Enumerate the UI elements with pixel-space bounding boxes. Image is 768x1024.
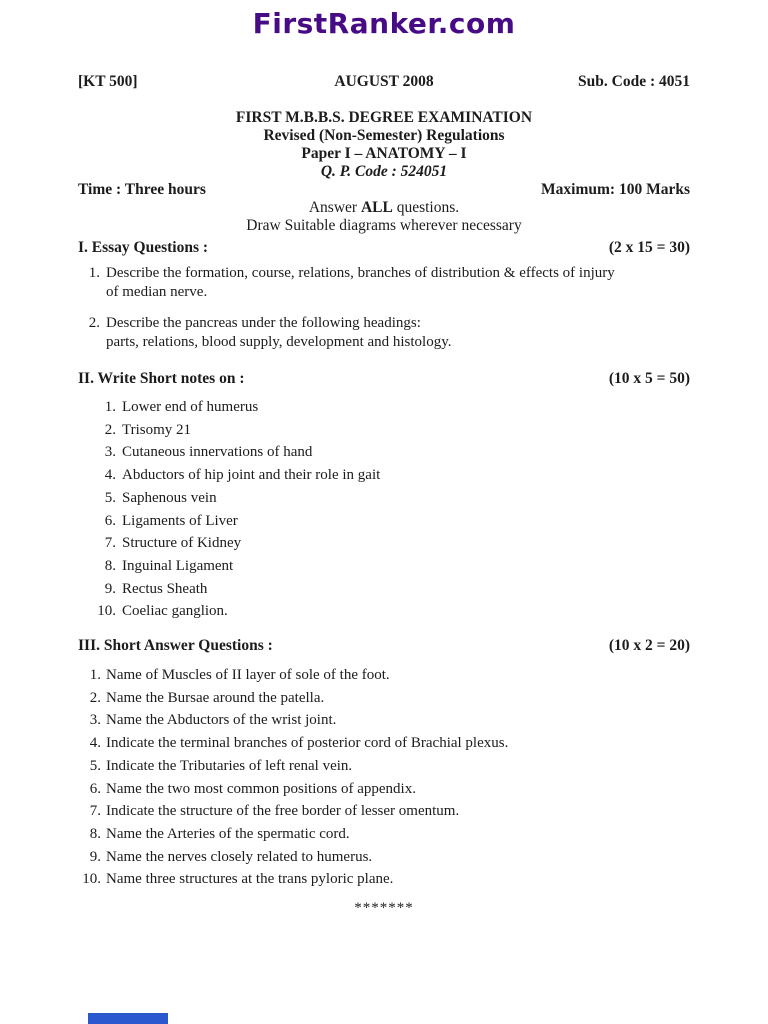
section-short-notes-list	[78, 396, 690, 623]
question-line: Describe the pancreas under the following headings:	[106, 315, 421, 331]
answer-suffix: questions.	[392, 199, 460, 216]
question-line: of median nerve.	[106, 284, 208, 300]
question-text	[106, 823, 350, 846]
section-marks: (10 x 5 = 50)	[608, 370, 690, 387]
kt-code: [KT 500]	[78, 73, 138, 90]
question-line: Name the Arteries of the spermatic cord.	[106, 825, 350, 842]
question-line: Name the nerves closely related to humerus.	[106, 848, 373, 865]
question-row	[78, 755, 690, 778]
question-text	[122, 578, 207, 601]
question-number: 10.	[97, 603, 116, 620]
answer-all-word: ALL	[360, 199, 393, 216]
exam-title-block	[78, 109, 690, 181]
question-line: Indicate the terminal branches of posterior cord of Brachial plexus.	[106, 735, 509, 752]
section-short-answer-header	[78, 637, 690, 655]
question-line: parts, relations, blood supply, development and histology.	[106, 334, 452, 350]
question-row	[78, 532, 690, 555]
end-of-paper-separator: *******	[354, 900, 414, 917]
question-number: 5.	[89, 757, 101, 774]
question-row	[78, 778, 690, 801]
question-number: 7.	[104, 535, 116, 552]
section-essay	[78, 239, 690, 352]
section-marks: (10 x 2 = 20)	[608, 637, 690, 655]
maximum-marks: Maximum: 100 Marks	[541, 181, 690, 198]
diagram-instruction: Draw Suitable diagrams wherever necessary	[246, 216, 522, 234]
section-title: III. Short Answer Questions :	[78, 637, 273, 655]
question-number: 8.	[104, 557, 116, 574]
question-row	[78, 555, 690, 578]
next-page-edge-artifact	[88, 1013, 168, 1024]
question-text	[106, 314, 452, 352]
question-number: 3.	[104, 444, 116, 461]
question-text	[106, 264, 615, 302]
paper-title: Paper I – ANATOMY – I	[301, 145, 467, 162]
qp-code: Q. P. Code : 524051	[320, 163, 448, 180]
section-short-answer	[78, 637, 690, 891]
question-number: 9.	[89, 848, 101, 865]
section-marks: (2 x 15 = 30)	[608, 239, 690, 256]
question-row	[78, 464, 690, 487]
question-line: Cutaneous innervations of hand	[122, 444, 313, 461]
exam-session: AUGUST 2008	[334, 73, 434, 90]
time-marks-row	[78, 181, 690, 199]
section-essay-header	[78, 239, 690, 257]
question-number: 6.	[104, 512, 116, 529]
question-line: Rectus Sheath	[122, 580, 208, 597]
exam-regulations: Revised (Non-Semester) Regulations	[263, 127, 505, 144]
question-line: Name the two most common positions of appendix.	[106, 780, 416, 797]
question-row	[78, 600, 690, 623]
question-row	[78, 709, 690, 732]
question-number: 2.	[89, 689, 101, 706]
question-row	[78, 419, 690, 442]
firstranker-logo[interactable]: FirstRanker.com	[252, 7, 516, 40]
question-number: 1.	[89, 667, 101, 684]
question-line: Indicate the structure of the free border of lesser omentum.	[106, 803, 460, 820]
question-row	[78, 264, 690, 302]
question-number: 5.	[104, 489, 116, 506]
question-line: Lower end of humerus	[122, 399, 259, 415]
question-text	[122, 532, 241, 555]
question-text	[106, 868, 393, 891]
question-row	[78, 487, 690, 510]
question-line: Abductors of hip joint and their role in gait	[122, 467, 381, 484]
section-short-answer-list	[78, 664, 690, 891]
question-text	[122, 555, 233, 578]
question-text	[106, 709, 336, 732]
question-text	[106, 664, 390, 687]
question-row	[78, 314, 690, 352]
question-text	[106, 732, 508, 755]
answer-prefix: Answer	[308, 199, 361, 216]
question-number: 10.	[82, 871, 101, 888]
question-text	[106, 755, 352, 778]
question-number: 1.	[88, 265, 100, 281]
question-line: Saphenous vein	[122, 489, 217, 506]
answer-all-line	[78, 199, 690, 217]
question-number: 3.	[89, 712, 101, 729]
subject-code: Sub. Code : 4051	[578, 73, 690, 90]
question-line: Name the Abductors of the wrist joint.	[106, 712, 337, 729]
question-line: Indicate the Tributaries of left renal vein.	[106, 757, 353, 774]
question-row	[78, 664, 690, 687]
question-number: 2.	[88, 315, 100, 331]
question-row	[78, 441, 690, 464]
question-number: 2.	[104, 421, 116, 438]
question-text	[122, 600, 228, 623]
question-number: 1.	[104, 399, 116, 415]
question-row	[78, 823, 690, 846]
section-short-notes-header	[78, 370, 690, 388]
question-number: 6.	[89, 780, 101, 797]
question-row	[78, 732, 690, 755]
question-row	[78, 578, 690, 601]
question-line: Describe the formation, course, relations, branches of distribution & effects of injury	[106, 265, 615, 281]
question-text	[122, 419, 191, 442]
question-number: 4.	[89, 735, 101, 752]
time-allowed: Time : Three hours	[78, 181, 206, 198]
question-text	[122, 441, 312, 464]
question-line: Coeliac ganglion.	[122, 603, 228, 620]
question-line: Name the Bursae around the patella.	[106, 689, 325, 706]
question-line: Name of Muscles of II layer of sole of the foot.	[106, 667, 390, 684]
section-title: II. Write Short notes on :	[78, 370, 245, 387]
question-line: Inguinal Ligament	[122, 557, 234, 574]
question-text	[106, 687, 324, 710]
question-number: 9.	[104, 580, 116, 597]
question-text	[122, 464, 380, 487]
question-row	[78, 510, 690, 533]
question-number: 7.	[89, 803, 101, 820]
question-text	[106, 778, 416, 801]
question-row	[78, 687, 690, 710]
question-text	[122, 396, 258, 419]
question-number: 8.	[89, 825, 101, 842]
question-text	[122, 510, 238, 533]
question-line: Trisomy 21	[122, 421, 192, 438]
section-short-notes	[78, 370, 690, 623]
exam-title: FIRST M.B.B.S. DEGREE EXAMINATION	[235, 109, 533, 126]
question-row	[78, 800, 690, 823]
question-line: Structure of Kidney	[122, 535, 242, 552]
question-line: Ligaments of Liver	[122, 512, 238, 529]
question-line: Name three structures at the trans pyloric plane.	[106, 871, 394, 888]
question-sections	[78, 239, 690, 891]
question-row	[78, 868, 690, 891]
question-number: 4.	[104, 467, 116, 484]
question-text	[106, 800, 459, 823]
question-row	[78, 846, 690, 869]
paper-meta-row	[78, 73, 690, 90]
question-row	[78, 396, 690, 419]
question-text	[106, 846, 372, 869]
section-essay-list	[78, 264, 690, 352]
question-text	[122, 487, 217, 510]
section-title: I. Essay Questions :	[78, 239, 209, 256]
